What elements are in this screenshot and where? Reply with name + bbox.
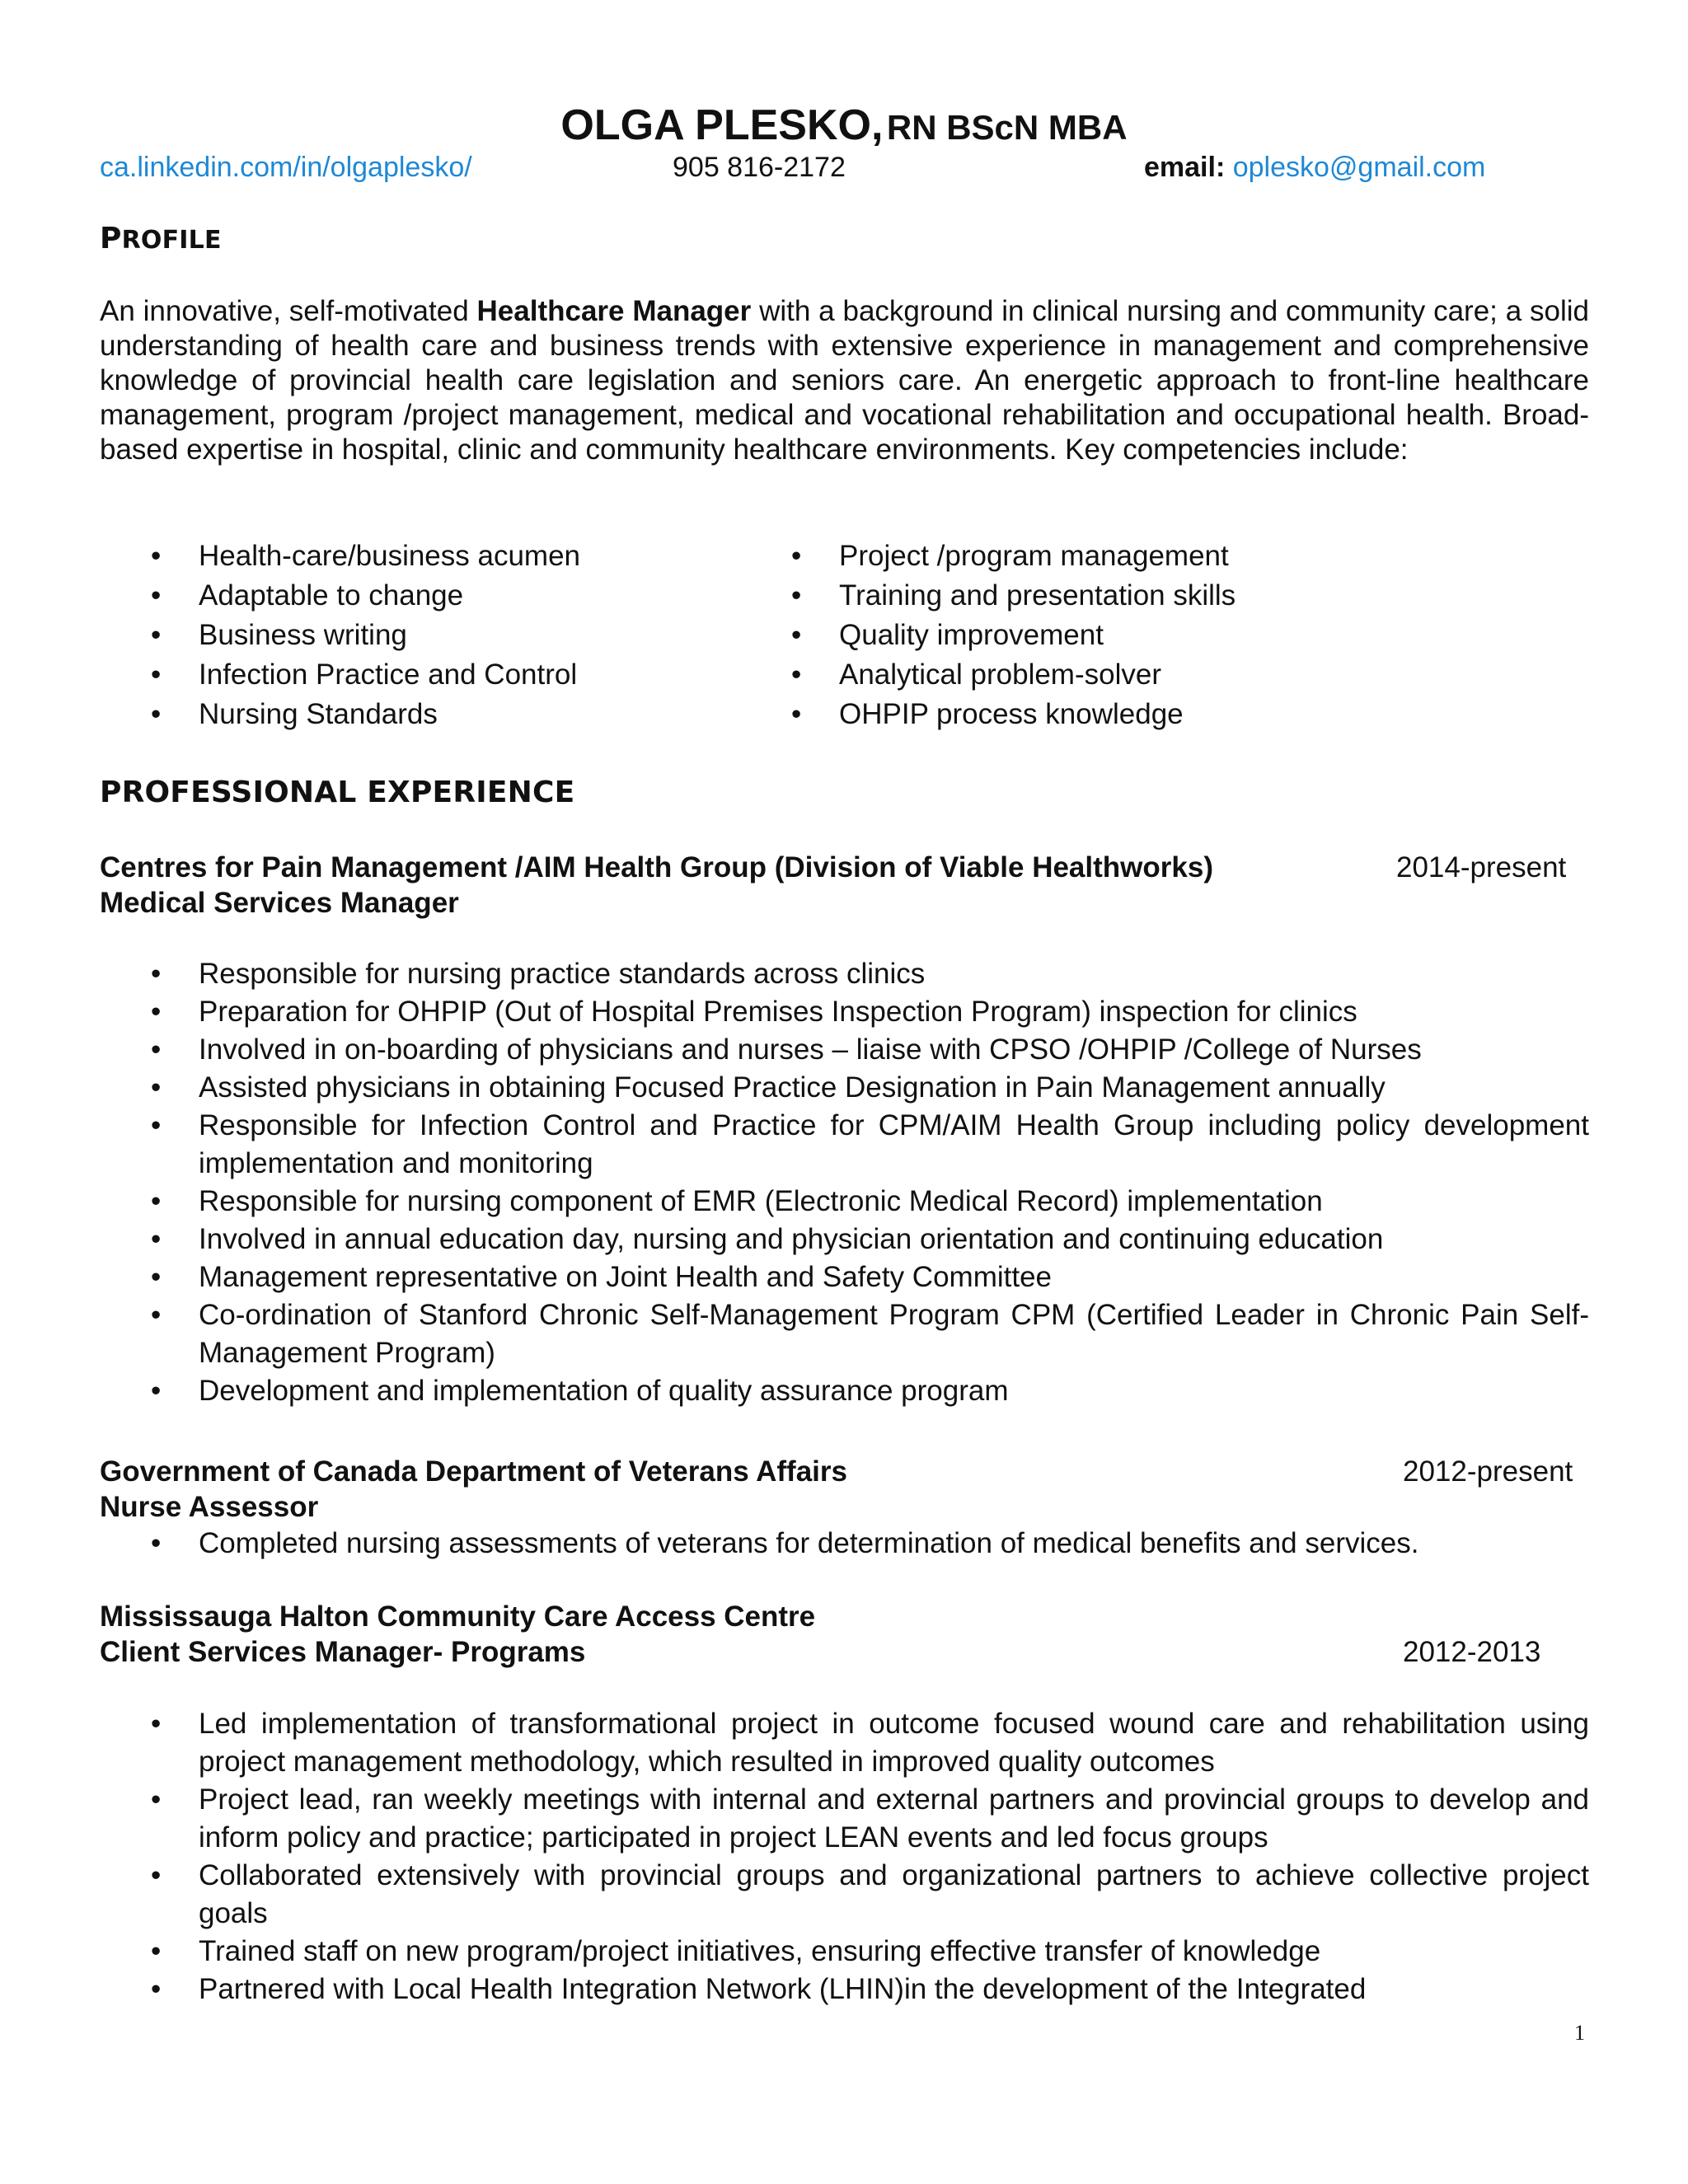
- list-item: • Partnered with Local Health Integration Network (LHIN)in the development of the Integrated: [100, 1971, 1589, 2008]
- profile-text-rest: with a background in clinical nursing and community care; a solid understanding of health care and business trends with extensive experience in management and comprehensive knowledge of provincial health care legislation and seniors care. An energetic approach to front-line healthcare management, program /project management, medical and vocational rehabilitation and occupational health. Broad-based expertise in hospital, clinic and community healthcare environments. Key competencies include:: [100, 295, 1590, 466]
- profile-text-role: Healthcare Manager: [476, 295, 752, 327]
- list-item: • Preparation for OHPIP (Out of Hospital Premises Inspection Program) inspection for clinics: [100, 993, 1589, 1031]
- profile-heading: [100, 221, 222, 259]
- list-item: • Management representative on Joint Health and Safety Committee: [100, 1258, 1589, 1296]
- linkedin-link[interactable]: ca.linkedin.com/in/olgaplesko/: [100, 152, 472, 183]
- job-org: Mississauga Halton Community Care Access Centre: [100, 1601, 816, 1633]
- job-org: Centres for Pain Management /AIM Health Group (Division of Viable Healthworks): [100, 851, 1213, 883]
- list-item: • Responsible for nursing component of EMR (Electronic Medical Record) implementation: [100, 1183, 1589, 1221]
- candidate-credentials: RN BScN MBA: [886, 108, 1128, 147]
- competency-item: • Analytical problem-solver: [740, 655, 1236, 695]
- competency-item: • Adaptable to change: [100, 576, 580, 616]
- competencies-right-column: [740, 537, 1236, 734]
- competency-item: • Project /program management: [740, 537, 1236, 576]
- list-item: • Project lead, ran weekly meetings with internal and external partners and provincial groups to develop and inform policy and practice; participated in project LEAN events and led focus groups: [100, 1781, 1589, 1857]
- candidate-name: OLGA PLESKO,: [560, 101, 884, 149]
- list-item: • Responsible for nursing practice standards across clinics: [100, 955, 1589, 993]
- list-item: • Collaborated extensively with provincial groups and organizational partners to achieve collective project goals: [100, 1857, 1589, 1933]
- email-label: email:: [1144, 152, 1226, 183]
- competency-item: • Business writing: [100, 616, 580, 655]
- profile-summary: [100, 294, 1589, 467]
- list-item: • Led implementation of transformational project in outcome focused wound care and rehabilitation using project management methodology, which resulted in improved quality outcomes: [100, 1705, 1589, 1781]
- job-bullet-list: [100, 955, 1589, 1410]
- job-title: Nurse Assessor: [100, 1491, 319, 1523]
- experience-heading: PROFESSIONAL EXPERIENCE: [100, 776, 575, 809]
- list-item: • Involved in annual education day, nursing and physician orientation and continuing education: [100, 1221, 1589, 1258]
- job-bullet-list: [100, 1705, 1589, 2008]
- competency-item: • OHPIP process knowledge: [740, 695, 1236, 734]
- job-dates: 2012-present: [1403, 1455, 1573, 1488]
- email-link[interactable]: oplesko@gmail.com: [1232, 152, 1486, 183]
- competencies-left-column: [100, 537, 580, 734]
- list-item: • Assisted physicians in obtaining Focused Practice Designation in Pain Management annually: [100, 1069, 1589, 1107]
- job-bullet-list: [100, 1525, 1589, 1563]
- phone-number: 905 816-2172: [673, 152, 846, 183]
- competency-item: • Health-care/business acumen: [100, 537, 580, 576]
- page-number: 1: [1574, 2021, 1585, 2045]
- competency-item: • Quality improvement: [740, 616, 1236, 655]
- email-contact: [1144, 148, 1485, 186]
- job-org: Government of Canada Department of Veterans Affairs: [100, 1455, 847, 1488]
- job-title: Client Services Manager- Programs: [100, 1636, 586, 1668]
- competency-item: • Nursing Standards: [100, 695, 580, 734]
- list-item: • Development and implementation of quality assurance program: [100, 1372, 1589, 1410]
- job-dates: 2012-2013: [1403, 1636, 1541, 1668]
- list-item: • Responsible for Infection Control and Practice for CPM/AIM Health Group including policy development implementation and monitoring: [100, 1107, 1589, 1183]
- profile-heading-rest: ROFILE: [121, 226, 222, 255]
- list-item: • Completed nursing assessments of veterans for determination of medical benefits and services.: [100, 1525, 1589, 1563]
- job-title: Medical Services Manager: [100, 887, 459, 919]
- competency-item: • Training and presentation skills: [740, 576, 1236, 616]
- list-item: • Involved in on-boarding of physicians and nurses – liaise with CPSO /OHPIP /College of Nurses: [100, 1031, 1589, 1069]
- list-item: • Trained staff on new program/project initiatives, ensuring effective transfer of knowledge: [100, 1933, 1589, 1971]
- list-item: • Co-ordination of Stanford Chronic Self-Management Program CPM (Certified Leader in Chronic Pain Self-Management Program): [100, 1296, 1589, 1372]
- competency-item: • Infection Practice and Control: [100, 655, 580, 695]
- job-dates: 2014-present: [1396, 851, 1567, 883]
- profile-heading-initial: P: [100, 222, 122, 255]
- profile-text-start: An innovative, self-motivated: [100, 295, 477, 327]
